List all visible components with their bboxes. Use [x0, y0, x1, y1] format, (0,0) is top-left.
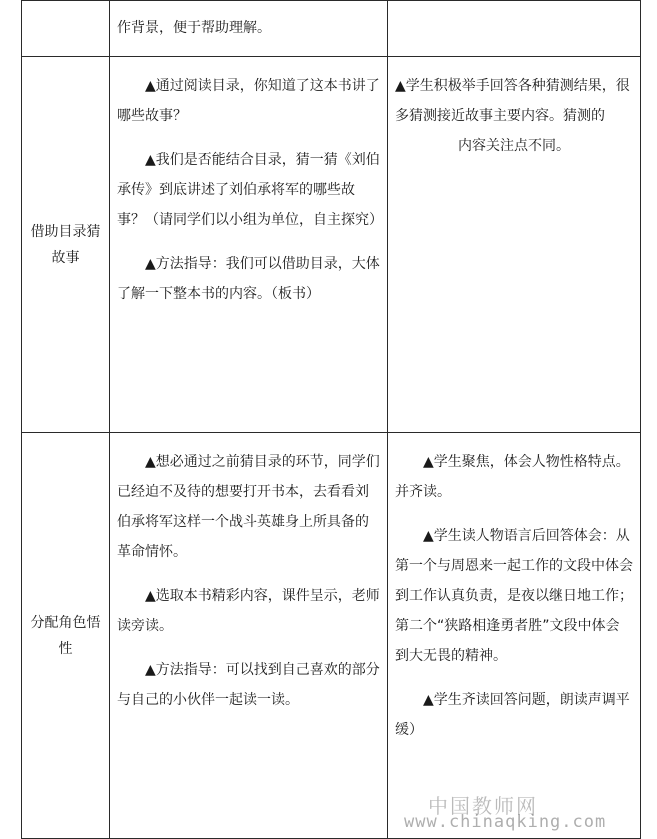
student-text: 内容关注点不同。 — [458, 138, 570, 154]
table-row-guess-story — [22, 57, 641, 433]
teacher-text: ▲想必通过之前猜目录的环节，同学们已经迫不及待的想要打开书本，去看看刘伯承将军这样一个战斗英雄身上所具备的革命情怀。 — [117, 454, 380, 560]
row-label: 借助目录猜故事 — [22, 57, 110, 433]
teacher-text: ▲选取本书精彩内容，课件呈示，老师读旁读。 — [117, 588, 380, 634]
row-label: 分配角色悟性 — [22, 433, 110, 839]
teacher-text: ▲我们是否能结合目录，猜一猜《刘伯承传》到底讲述了刘伯承将军的哪些故事？（请同学们以小组为单位，自主探究） — [117, 152, 383, 228]
row-label — [22, 1, 110, 57]
lesson-plan-table — [21, 0, 641, 839]
teacher-text: 作背景，便于帮助理解。 — [117, 20, 271, 36]
teacher-text: ▲方法指导：可以找到自己喜欢的部分与自己的小伙伴一起读一读。 — [117, 662, 380, 708]
table-row-continuation — [22, 1, 641, 57]
student-activity-cell — [388, 1, 641, 57]
student-text: ▲学生读人物语言后回答体会：从第一个与周恩来一起工作的文段中体会到工作认真负责，是夜以继日地工作；第二个“狭路相逢勇者胜”文段中体会到大无畏的精神。 — [395, 528, 633, 664]
teacher-text: ▲方法指导：我们可以借助目录，大体了解一下整本书的内容。（板书） — [117, 256, 380, 302]
teacher-text: ▲通过阅读目录，你知道了这本书讲了哪些故事？ — [117, 78, 380, 124]
teacher-activity-cell — [110, 57, 388, 433]
student-text: ▲学生聚焦，体会人物性格特点。并齐读。 — [395, 454, 630, 500]
table-row-assign-roles — [22, 433, 641, 839]
watermark-url-text: www.chinaqking.com — [404, 812, 607, 832]
teacher-activity-cell — [110, 1, 388, 57]
watermark-cn-text: 中国教师网 — [428, 794, 538, 818]
student-text: ▲学生齐读回答问题，朗读声调平缓） — [395, 692, 630, 738]
student-activity-cell — [388, 433, 641, 839]
teacher-activity-cell — [110, 433, 388, 839]
student-text: ▲学生积极举手回答各种猜测结果，很多猜测接近故事主要内容。猜测的 — [395, 78, 630, 124]
student-activity-cell — [388, 57, 641, 433]
site-watermark — [404, 790, 654, 836]
